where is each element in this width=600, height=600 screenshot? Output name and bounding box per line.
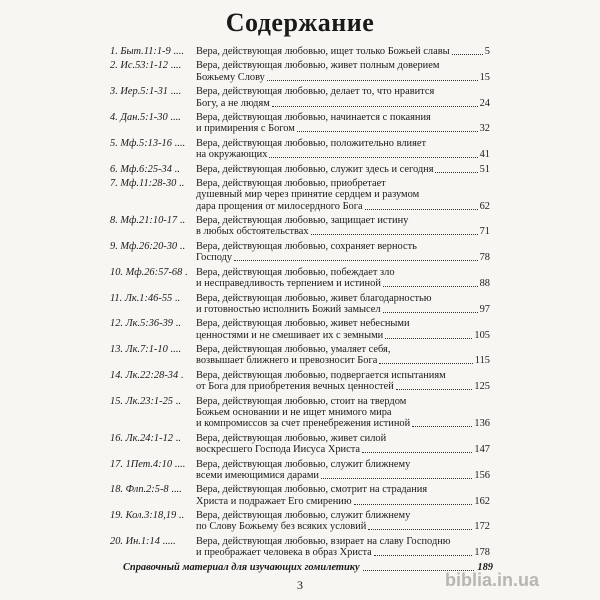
- toc-entry[interactable]: [110, 178, 490, 212]
- toc-entry-reference: 1. Быт.11:1-9 ....: [110, 46, 184, 57]
- toc-entry-text: Вера, действующая любовью, приобретает: [196, 178, 386, 190]
- toc-entry[interactable]: [110, 396, 490, 430]
- toc-entry[interactable]: [110, 112, 490, 135]
- table-of-contents: [110, 46, 490, 562]
- toc-entry-text: Вера, действующая любовью, живет небесными: [196, 318, 410, 330]
- toc-entry[interactable]: [110, 267, 490, 290]
- toc-entry-page: 162: [474, 495, 490, 507]
- toc-entry-page: 172: [474, 521, 490, 533]
- toc-entry-reference: 12. Лк.5:36-39 ..: [110, 318, 181, 330]
- page-number: 3: [297, 578, 303, 592]
- reference-dots: ..: [177, 240, 185, 252]
- toc-entry[interactable]: [110, 344, 490, 367]
- toc-entry-page: 147: [474, 444, 490, 456]
- dot-leader: [396, 381, 473, 390]
- toc-entry[interactable]: [110, 484, 490, 507]
- toc-entry-text: ценностями и не смешивает их с земными: [196, 329, 384, 341]
- toc-entry-text: всеми имеющимися дарами: [196, 469, 319, 481]
- reference-dots: ....: [172, 458, 186, 470]
- toc-entry-text: от Бога для приобретения вечных ценностей: [196, 381, 394, 393]
- reference-material-page: 189: [477, 562, 493, 573]
- toc-entry-text: в любых обстоятельствах: [196, 226, 309, 238]
- toc-entry-page: 62: [479, 200, 490, 212]
- toc-entry-reference: 7. Мф.11:28-30 ..: [110, 178, 185, 190]
- dot-leader: [374, 547, 473, 556]
- dot-leader: [311, 226, 478, 235]
- toc-entry-page: 136: [474, 418, 490, 430]
- dot-leader: [383, 304, 478, 313]
- toc-entry-text: по Слову Божьему без всяких условий: [196, 521, 367, 533]
- dot-leader: [379, 355, 472, 364]
- reference-dots: .: [178, 369, 184, 381]
- toc-entry-text: Вера, действующая любовью, живет силой: [196, 432, 387, 444]
- toc-entry-reference: 4. Дан.5:1-30 ....: [110, 112, 181, 124]
- reference-material-entry[interactable]: [123, 562, 493, 573]
- toc-entry[interactable]: [110, 164, 490, 175]
- toc-entry-text: Христа и подражает Его смирению: [196, 495, 352, 507]
- toc-entry[interactable]: [110, 293, 490, 316]
- toc-entry-text: Вера, действующая любовью, живет благодарностью: [196, 292, 432, 304]
- toc-entry-text: Вера, действующая любовью, служит ближнему: [196, 458, 411, 470]
- toc-entry-page: 24: [479, 97, 490, 109]
- toc-entry-reference: 15. Лк.23:1-25 ..: [110, 395, 181, 407]
- toc-entry-text: Вера, действующая любовью, положительно влияет: [196, 137, 427, 149]
- watermark: biblia.in.ua: [445, 570, 540, 590]
- toc-entry[interactable]: [110, 433, 490, 456]
- toc-entry-page: 156: [474, 469, 490, 481]
- dot-leader: [272, 98, 478, 107]
- toc-entry-page: 32: [479, 123, 490, 135]
- toc-entry-text: Вера, действующая любовью, ищет только Божьей славы: [196, 46, 450, 57]
- dot-leader: [365, 201, 478, 210]
- dot-leader: [385, 330, 472, 339]
- toc-entry-reference: 20. Ин.1:14 .....: [110, 535, 176, 547]
- dot-leader: [368, 521, 472, 530]
- page-title: Содержание: [225, 8, 375, 37]
- toc-entry-text: Господу: [196, 252, 233, 264]
- toc-entry-reference: 14. Лк.22:28-34 .: [110, 369, 184, 381]
- toc-entry-reference: 19. Кол.3:18,19 ..: [110, 510, 184, 522]
- toc-entry-text: Вера, действующая любовью, смотрит на страдания: [196, 484, 428, 496]
- toc-entry[interactable]: [110, 370, 490, 393]
- toc-entry-text: на окружающих: [196, 149, 268, 161]
- toc-entry-text: Вера, действующая любовью, подвергается испытаниям: [196, 369, 446, 381]
- dot-leader: [435, 164, 477, 173]
- dot-leader: [267, 72, 478, 81]
- toc-entry-text: и готовностью исполнить Божий замысел: [196, 303, 381, 315]
- toc-entry-page: 41: [479, 149, 490, 161]
- toc-entry-page: 125: [474, 381, 490, 393]
- toc-entry-page: 78: [479, 252, 490, 264]
- toc-entry[interactable]: [110, 510, 490, 533]
- toc-entry[interactable]: [110, 318, 490, 341]
- toc-entry[interactable]: [110, 215, 490, 238]
- reference-dots: ....: [167, 112, 181, 124]
- toc-entry-text: возвышает ближнего и превозносит Бога: [196, 355, 378, 367]
- toc-entry-text: Божьему Слову: [196, 71, 265, 83]
- reference-dots: ..: [172, 292, 181, 304]
- reference-dots: ..: [172, 318, 181, 330]
- reference-dots: ..: [171, 163, 180, 175]
- toc-entry-text: душевный мир через принятие сердцем и разумом: [196, 189, 420, 201]
- toc-entry-reference: 5. Мф.5:13-16 ....: [110, 137, 185, 149]
- dot-leader: [362, 444, 472, 453]
- toc-entry-reference: 16. Лк.24:1-12 ..: [110, 432, 181, 444]
- toc-entry-reference: 8. Мф.21:10-17 ..: [110, 215, 185, 227]
- toc-entry-text: и примирения с Богом: [196, 123, 295, 135]
- toc-entry-text: Вера, действующая любовью, побеждает зло: [196, 266, 395, 278]
- toc-entry-text: и компромиссов за счет пренебрежения истиной: [196, 418, 411, 430]
- toc-entry-text: Вера, действующая любовью, живет полным доверием: [196, 60, 440, 72]
- toc-entry-page: 97: [479, 303, 490, 315]
- reference-dots: ....: [171, 137, 185, 149]
- dot-leader: [321, 470, 472, 479]
- toc-entry-text: Вера, действующая любовью, служит ближнему: [196, 510, 411, 522]
- reference-dots: ..: [176, 178, 185, 190]
- toc-entry-text: Вера, действующая любовью, сохраняет верность: [196, 240, 417, 252]
- toc-entry-text: Вера, действующая любовью, начинается с покаяния: [196, 112, 431, 124]
- reference-dots: ....: [168, 86, 182, 98]
- dot-leader: [452, 46, 483, 55]
- toc-entry[interactable]: [110, 86, 490, 109]
- toc-entry-text: Вера, действующая любовью, взирает на славу Господню: [196, 535, 451, 547]
- toc-entry[interactable]: [110, 46, 490, 57]
- toc-entry-reference: 10. Мф.26:57-68 .: [110, 266, 188, 278]
- toc-entry-reference: 17. 1Пет.4:10 ....: [110, 458, 186, 470]
- toc-entry-text: Вера, действующая любовью, служит здесь и сегодня: [196, 163, 434, 175]
- toc-entry-reference: 6. Мф.6:25-34 ..: [110, 163, 180, 175]
- reference-dots: ..: [176, 510, 184, 522]
- dot-leader: [383, 278, 478, 287]
- dot-leader: [354, 496, 473, 505]
- toc-entry-text: Богу, а не людям: [196, 97, 270, 109]
- toc-entry-text: Вера, действующая любовью, делает то, что нравится: [196, 86, 435, 98]
- toc-entry-text: и преображает человека в образ Христа: [196, 547, 372, 559]
- toc-entry-reference: 13. Лк.7:1-10 ....: [110, 344, 181, 356]
- toc-entry[interactable]: [110, 459, 490, 482]
- toc-entry[interactable]: [110, 138, 490, 161]
- toc-entry-reference: 2. Ис.53:1-12 ....: [110, 60, 182, 72]
- toc-entry-reference: 3. Иер.5:1-31 ....: [110, 86, 182, 98]
- dot-leader: [412, 418, 472, 427]
- reference-dots: .....: [159, 535, 176, 547]
- toc-entry-text: воскресшего Господа Иисуса Христа: [196, 444, 360, 456]
- toc-entry[interactable]: [110, 241, 490, 264]
- toc-entry-page: 71: [479, 226, 490, 238]
- toc-entry-page: 51: [479, 163, 490, 175]
- toc-entry-reference: 9. Мф.26:20-30 ..: [110, 240, 185, 252]
- toc-entry-page: 115: [474, 355, 490, 367]
- toc-entry-text: Вера, действующая любовью, умаляет себя,: [196, 344, 391, 356]
- dot-leader: [269, 149, 477, 158]
- toc-entry[interactable]: [110, 60, 490, 83]
- toc-entry-text: Вера, действующая любовью, защищает истину: [196, 215, 409, 227]
- reference-dots: ....: [168, 484, 182, 496]
- toc-entry-text: дара прощения от милосердного Бога: [196, 200, 363, 212]
- reference-dots: ....: [170, 46, 184, 57]
- reference-dots: ..: [172, 395, 181, 407]
- reference-dots: ....: [168, 60, 182, 72]
- toc-entry-text: Вера, действующая любовью, стоит на твердом: [196, 395, 407, 407]
- toc-entry-reference: 11. Лк.1:46-55 ..: [110, 292, 181, 304]
- reference-dots: ....: [167, 344, 181, 356]
- toc-entry-page: 88: [479, 278, 490, 290]
- toc-entry-reference: 18. Флп.2:5-8 ....: [110, 484, 182, 496]
- toc-entry-text: Божьем основании и не ищет мнимого мира: [196, 406, 392, 418]
- reference-dots: .: [182, 266, 188, 278]
- reference-dots: ..: [172, 432, 181, 444]
- reference-dots: ..: [177, 215, 185, 227]
- toc-entry-text: и несправедливость терпением и истиной: [196, 278, 381, 290]
- toc-entry-page: 105: [474, 329, 490, 341]
- dot-leader: [234, 252, 478, 261]
- reference-material-label: Справочный материал для изучающих гомилетику: [123, 562, 360, 573]
- toc-entry-page: 5: [484, 46, 490, 57]
- toc-entry[interactable]: [110, 536, 490, 559]
- dot-leader: [297, 123, 478, 132]
- toc-entry-page: 15: [479, 71, 490, 83]
- toc-entry-page: 178: [474, 547, 490, 559]
